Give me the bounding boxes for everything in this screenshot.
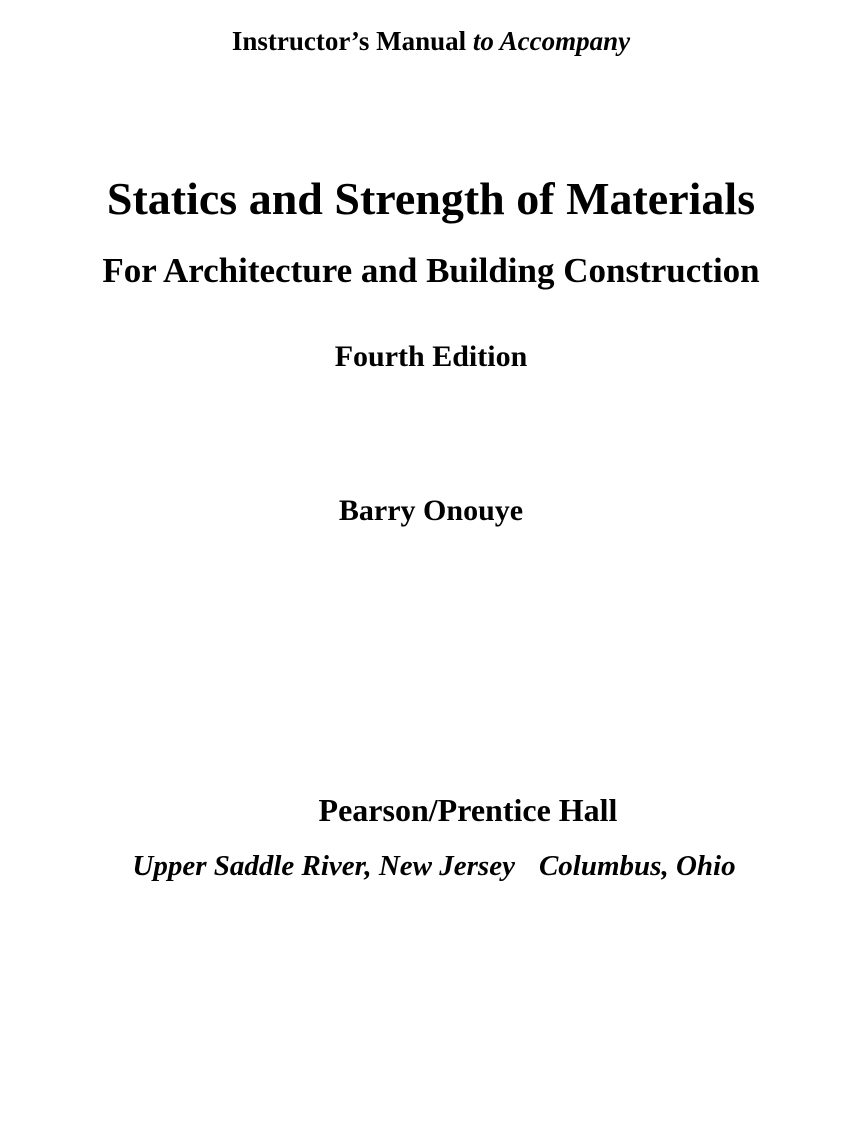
manual-header-prefix: Instructor’s Manual [231,26,467,56]
manual-header-suffix: to Accompany [472,26,631,56]
publisher-name: Pearson/Prentice Hall [318,792,618,828]
book-subtitle: For Architecture and Building Construction [102,251,760,290]
location-second: Columbus, Ohio [538,850,736,882]
manual-header [0,28,862,55]
book-author: Barry Onouye [338,494,524,527]
publisher-locations [3,852,862,881]
book-edition: Fourth Edition [334,340,528,373]
book-title: Statics and Strength of Materials [106,173,756,224]
location-first: Upper Saddle River, New Jersey [132,850,515,882]
